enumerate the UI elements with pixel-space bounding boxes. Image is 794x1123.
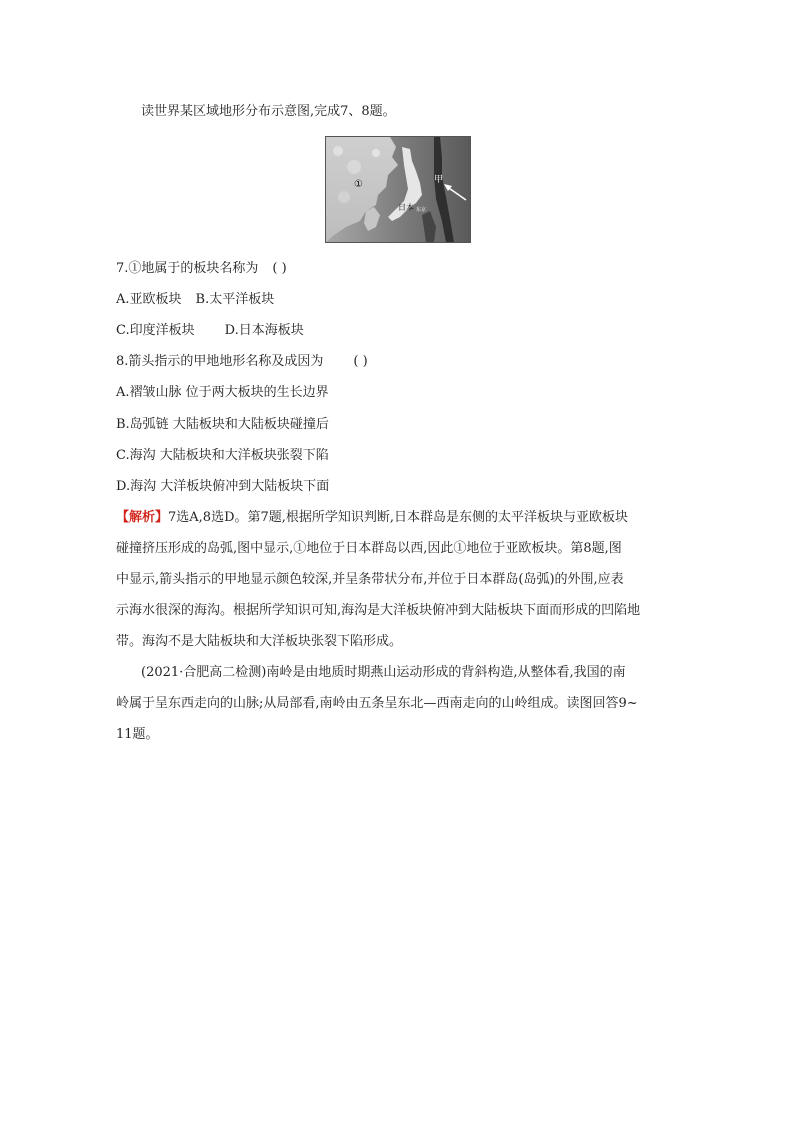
terrain-map-figure: [325, 136, 471, 243]
terrain-speckle: [372, 149, 380, 157]
terrain-speckle: [338, 191, 350, 203]
label-jia: 甲: [434, 175, 444, 185]
analysis-text-1: 7选A,8选D。第7题,根据所学知识判断,日本群岛是东侧的太平洋板块与亚欧板块: [168, 510, 629, 525]
analysis-line-5: 带。海沟不是大陆板块和大洋板块张裂下陷形成。: [116, 634, 403, 649]
option-8a: A.褶皱山脉 位于两大板块的生长边界: [116, 385, 329, 400]
label-japan: 日本: [398, 203, 414, 212]
question-8-bracket: ( ): [353, 354, 368, 369]
option-7a: A.亚欧板块: [116, 292, 182, 307]
analysis-line-4: 示海水很深的海沟。根据所学知识可知,海沟是大洋板块俯冲到大陆板块下面而形成的凹陷地: [116, 603, 641, 618]
option-8d: D.海沟 大洋板块俯冲到大陆板块下面: [116, 479, 330, 494]
option-7c: C.印度洋板块: [116, 323, 195, 338]
question-8-stem: 8.箭头指示的甲地地形名称及成因为: [116, 354, 324, 369]
question-8: [116, 353, 368, 371]
option-7b: B.太平洋板块: [195, 292, 275, 307]
intro-7-8: 读世界某区域地形分布示意图,完成7、8题。: [141, 104, 396, 119]
terrain-speckle: [333, 146, 343, 156]
question-7: [116, 260, 287, 278]
analysis-line-1: [116, 509, 628, 527]
option-8c: C.海沟 大陆板块和大洋板块张裂下陷: [116, 448, 329, 463]
question-7-options-cd: [116, 322, 304, 340]
option-8b: B.岛弧链 大陆板块和大陆板块碰撞后: [116, 417, 329, 432]
question-7-stem: 7.①地属于的板块名称为: [116, 261, 259, 276]
intro-9-11-line-3: 11题。: [116, 727, 159, 742]
analysis-line-3: 中显示,箭头指示的甲地显示颜色较深,并呈条带状分布,并位于日本群岛(岛弧)的外围,应表: [116, 572, 624, 587]
analysis-tag: 【解析】: [116, 510, 169, 525]
terrain-speckle: [347, 160, 361, 174]
option-7d: D.日本海板块: [224, 323, 304, 338]
question-7-options-ab: [116, 291, 274, 309]
label-small-place: 东京: [416, 207, 427, 213]
intro-9-11-line-2: 岭属于呈东西走向的山脉;从局部看,南岭由五条呈东北—西南走向的山岭组成。读图回答9~: [116, 696, 638, 711]
intro-9-11-line-1: (2021·合肥高二检测)南岭是由地质时期燕山运动形成的背斜构造,从整体看,我国的南: [141, 665, 626, 680]
label-circle-1: ①: [354, 179, 363, 190]
question-7-bracket: ( ): [272, 261, 287, 276]
analysis-line-2: 碰撞挤压形成的岛弧,图中显示,①地位于日本群岛以西,因此①地位于亚欧板块。第8题,图: [116, 541, 622, 556]
